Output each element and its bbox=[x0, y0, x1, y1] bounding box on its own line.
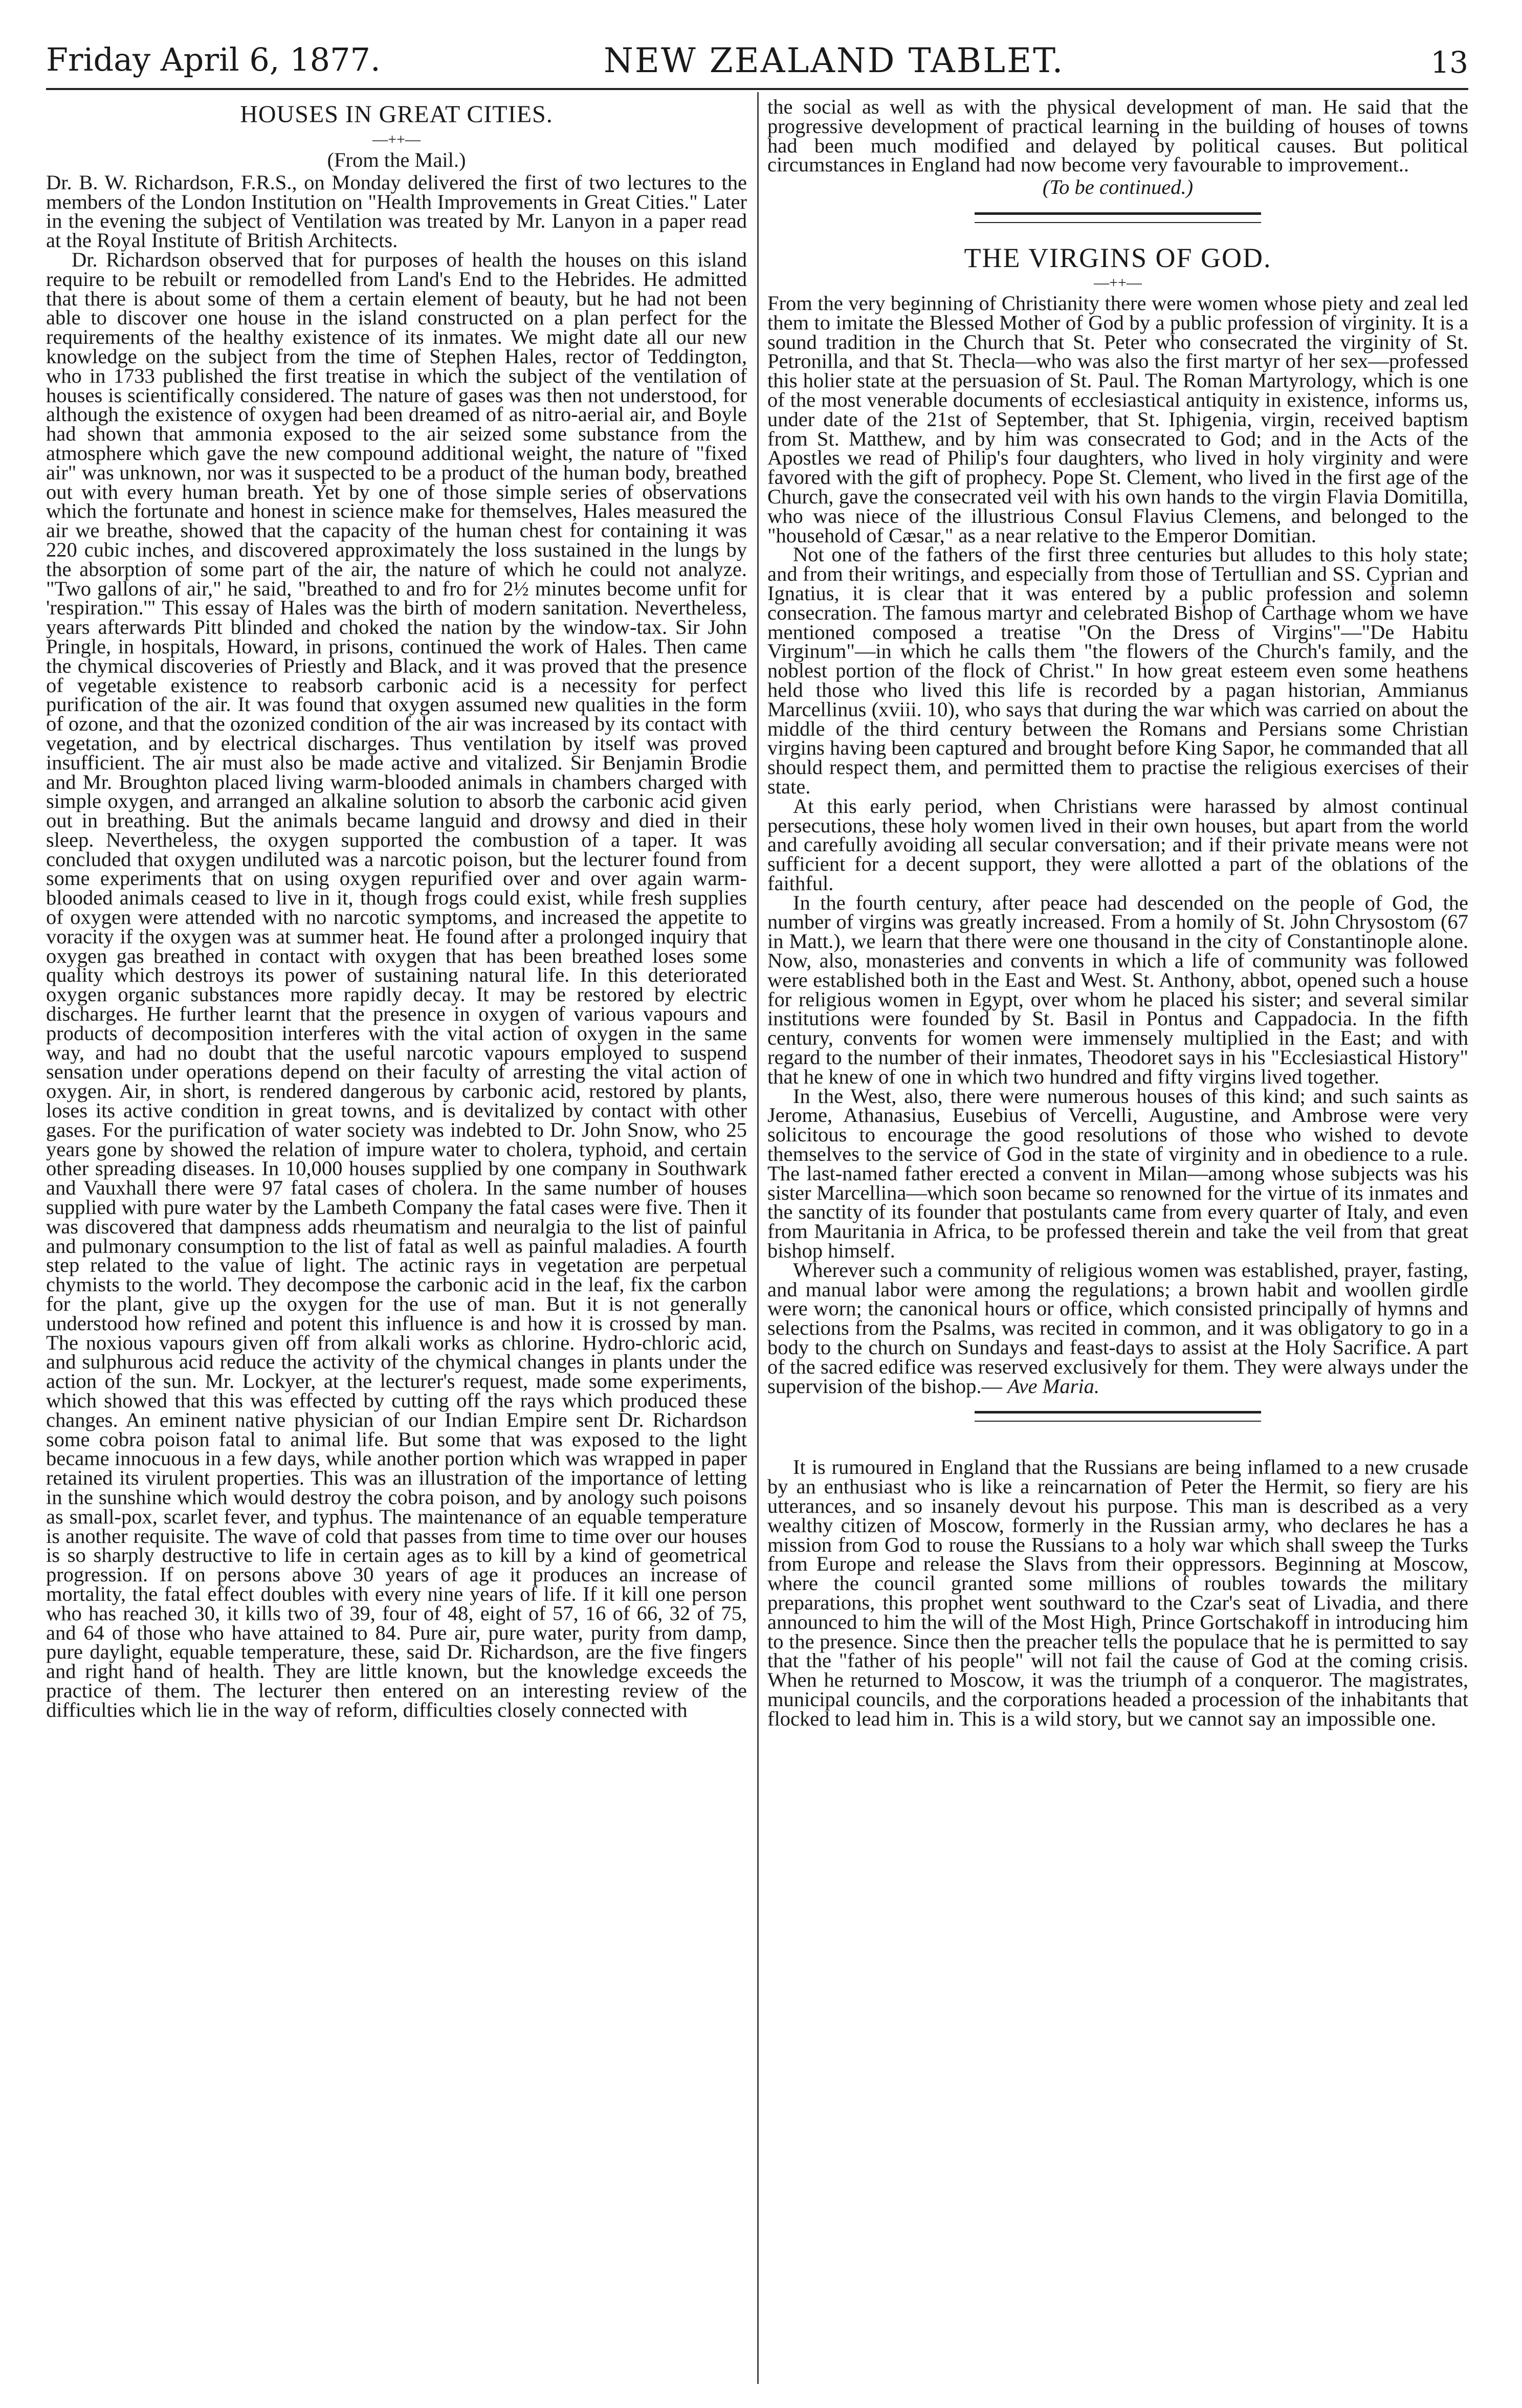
to-be-continued: (To be continued.) bbox=[1042, 175, 1194, 199]
headline-ornament: —++— bbox=[1094, 274, 1142, 291]
column-divider bbox=[757, 92, 759, 2384]
headline-ornament: —++— bbox=[372, 131, 421, 148]
article-source: (From the Mail.) bbox=[327, 148, 466, 171]
paragraph-text: Wherever such a community of religious women was established, prayer, fasting, and manual labor were among the regulations; a brown habit and woollen girdle were worn; the canonical hours or office, which consisted principally of hymns and selections from the Psalms, was recited in common, and it was obligatory to go in a body to the church on Sundays and feast-days to assist at the Holy Sacrifice. A part of the sacred edifice was reserved exclusively for them. They were always under the supervision of the bishop.— bbox=[767, 1258, 1468, 1398]
article-paragraph bbox=[767, 1258, 1468, 1398]
masthead bbox=[46, 31, 1468, 92]
section-rule bbox=[975, 1411, 1261, 1422]
article-paragraph: Dr. Richardson observed that for purposes of health the houses on this island require to be rebuilt or remodelled from Land's End to the Hebrides. He admitted that there is about some of them a certain element of beauty, but he had not been able to discover one house in the island constructed on a plan perfect for the requirements of the healthy existence of its inmates. We might date all our new knowledge on the subject from the time of Stephen Hales, rector of Teddington, who in 1733 published the first treatise in which the subject of the ventilation of houses is scientifically considered. The nature of gases was then not understood, for although the existence of oxygen had been dreamed of as nitro-aerial air, and Boyle had shown that ammonia exposed to the air seized some substance from the atmosphere which gave the new compound additional weight, the nature of "fixed air" was unknown, nor was it suspected to be a product of the human body, breathed out with every human breath. Yet by one of those simple series of observations which the fortunate and honest in science make for themselves, Hales measured the air we breathe, showed that the capacity of the human chest for containing it was 220 cubic inches, and discovered approximately the loss sustained in the lungs by the absorption of some part of the air, the nature of which he could not analyze. "Two gallons of air," he said, "breathed to and fro for 2½ minutes become unfit for 'respiration.'" This essay of Hales was the birth of modern sanitation. Nevertheless, years afterwards Pitt blinded and choked the nation by the window-tax. Sir John Pringle, in hospitals, Howard, in prisons, continued the work of Hales. Then came the chymical discoveries of Priestly and Black, and it was proved that the presence of vegetable existence to reabsorb carbonic acid is a necessity for perfect purification of the air. It was found that oxygen assumed new qualities in the form of ozone, and that the ozonized condition of the air was increased by its contact with vegetation, and by electrical discharges. Thus ventilation by itself was proved insufficient. The air must also be made active and vitalized. Sir Benjamin Brodie and Mr. Broughton placed living warm-blooded animals in chambers charged with simple oxygen, and arranged an alkaline solution to absorb the carbonic acid given out in breathing. But the animals became languid and drowsy and died in their sleep. Nevertheless, the oxygen supported the combustion of a taper. It was concluded that oxygen undiluted was a narcotic poison, but the lecturer found from some experiments that on using oxygen repurified over and over again warm-blooded animals ceased to live in it, though frogs could exist, while fresh supplies of oxygen were attended with no narcotic symptoms, and increased the appetite to voracity if the oxygen was at summer heat. He found after a prolonged inquiry that oxygen gas breathed in contact with oxygen that has been breathed loses some quality which destroys its power of sustaining natural life. In this deteriorated oxygen organic substances more rapidly decay. It may be restored by electric discharges. He further learnt that the presence in oxygen of various vapours and products of decomposition interferes with the vital action of oxygen in the same way, and had no doubt that the useful narcotic vapours employed to suspend sensation under operations depend on their faculty of arresting the vital action of oxygen. Air, in short, is rendered dangerous by carbonic acid, restored by plants, loses its active condition in great towns, and is devitalized by contact with other gases. For the purification of water society was indebted to Dr. John Snow, who 25 years gone by showed the relation of impure water to cholera, typhoid, and certain other spreading diseases. In 10,000 houses supplied by one company in Southwark and Vauxhall there were 97 fatal cases of cholera. In the same number of houses supplied with pure water by the Lambeth Company the fatal cases were five. Then it was discovered that dampness adds rheumatism and neuralgia to the list of painful and pulmonary consumption to the list of fatal as well as painful maladies. A fourth step related to the value of light. The actinic rays in vegetation are perpetual chymists to the world. They decompose the carbonic acid in the leaf, fix the carbon for the plant, give up the oxygen for the use of man. But it is not generally understood how refined and potent this influence is and how it is crossed by man. The noxious vapours given off from alkali works as chlorine. Hydro-chloric acid, and sulphurous acid reduce the activity of the chymical changes in plants under the action of the sun. Mr. Lockyer, at the lecturer's request, made some experiments, which showed that this was effected by cutting off the rays which produced these changes. An eminent native physician of our Indian Empire sent Dr. Richardson some cobra poison fatal to animal life. But some that was exposed to the light became innocuous in a few days, while another portion which was wrapped in paper retained its virulent properties. This was an illustration of the importance of letting in the sunshine which would destroy the cobra poison, and by anology such poisons as small-pox, scarlet fever, and typhus. The maintenance of an equable temperature is another requisite. The wave of cold that passes from time to time over our houses is so sharply destructive to life in certain ages as to kill by a kind of geometrical progression. If on persons above 30 years of age it produces an increase of mortality, the fatal effect doubles with every nine years of life. If it kill one person who has reached 30, it kills two of 39, four of 48, eight of 57, 16 of 66, 32 of 75, and 64 of those who have attained to 84. Pure air, pure water, purity from damp, pure daylight, equable temperature, these, said Dr. Richardson, are the five fingers and right hand of health. They are little known, but the knowledge exceeds the practice of them. The lecturer then entered on an interesting review of the difficulties which lie in the way of reform, difficulties closely connected with bbox=[46, 248, 747, 1721]
page-number: 13 bbox=[1430, 45, 1468, 80]
article-paragraph: It is rumoured in England that the Russians are being inflamed to a new crusade by an enthusiast who is like a reincarnation of Peter the Hermit, so fiery are his utterances, and so insanely devout his purpose. This man is described as a very wealthy citizen of Moscow, formerly in the Russian army, who declares he has a mission from God to rouse the Russians to a holy war which shall sweep the Turks from Europe and release the Slavs from their oppressors. Beginning at Moscow, where the council granted some millions of roubles towards the military preparations, this prophet went southward to the Czar's seat of Livadia, and there announced to him the will of the Most High, Prince Gortschakoff in introducing him to the presence. Since then the preacher tells the populace that he is permitted to say that the "father of his people" will not fail the cause of God at the coming crisis. When he returned to Moscow, it was the triumph of a conqueror. The magistrates, municipal councils, and the corporations headed a procession of the inhabitants that flocked to lead him in. This is a wild story, but we cannot say an impossible one. bbox=[767, 1455, 1468, 1730]
article-paragraph: In the West, also, there were numerous houses of this kind; and such saints as Jerome, Athanasius, Eusebius of Vercelli, Augustine, and Ambrose were very solicitous to encourage the good resolutions of those who wished to devote themselves to the service of God in the state of virginity and in obedience to a rule. The last-named father erected a convent in Milan—among whose subjects was his sister Marcellina—which soon became so renowned for the virtue of its inmates and the sanctity of its founder that postulants came from every quarter of Italy, and even from Mauritania in Africa, to be professed therein and take the veil from that great bishop himself. bbox=[767, 1084, 1468, 1263]
article-headline-houses: HOUSES IN GREAT CITIES. bbox=[240, 101, 553, 128]
article-headline-virgins: THE VIRGINS OF GOD. bbox=[964, 242, 1272, 273]
section-rule bbox=[975, 212, 1261, 223]
right-column bbox=[767, 97, 1468, 2394]
article-paragraph: From the very beginning of Christianity there were women whose piety and zeal led them to imitate the Blessed Mother of God by a public profession of virginity. It is a sound tradition in the Church that St. Peter who consecrated the virginity of St. Petronilla, and that St. Thecla—who was also the first martyr of her sex—professed this holier state at the persuasion of St. Paul. The Roman Martyrology, which is one of the most venerable documents of ecclesiastical antiquity in existence, informs us, under date of the 21st of September, that St. Iphigenia, virgin, received baptism from St. Matthew, and by him was consecrated to God; and in the Acts of the Apostles we read of Philip's four daughters, who lived in holy virginity and were favored with the gift of prophecy. Pope St. Clement, who lived in the first age of the Church, gave the consecrated veil with his own hands to the virgin Flavia Domitilla, who was niece of the illustrious Consul Flavius Clemens, and belonged to the "household of Cæsar," as a near relative to the Emperor Domitian. bbox=[767, 291, 1468, 547]
article-paragraph: In the fourth century, after peace had descended on the people of God, the number of virgins was greatly increased. From a homily of St. John Chrysostom (67 in Matt.), we learn that there were one thousand in the city of Constantinople alone. Now, also, monasteries and convents in which a life of community was followed were established both in the East and West. St. Anthony, abbot, opened such a house for religious women in Egypt, over whom he placed his sister; and several similar institutions were founded by St. Basil in Pontus and Cappadocia. In the fifth century, convents for women were immensely multiplied in the East; and with regard to the number of their inmates, Theodoret says in his "Ecclesiastical History" that he knew of one in which two hundred and fifty virgins lived together. bbox=[767, 891, 1468, 1088]
article-paragraph-continued: the social as well as with the physical development of man. He said that the progressive development of practical learning in the building of houses of towns had been much modified and delayed by political causes. But political circumstances in England had now become very favourable to improvement.. bbox=[767, 97, 1468, 176]
article-paragraph: At this early period, when Christians were harassed by almost continual persecutions, these holy women lived in their own houses, but apart from the world and carefully avoiding all secular conversation; and if their private means were not sufficient for a decent support, they were allotted a part of the oblations of the faithful. bbox=[767, 794, 1468, 895]
article-paragraph: Not one of the fathers of the first three centuries but alludes to this holy state; and from their writings, and especially from those of Tertullian and SS. Cyprian and Ignatius, it is clear that it was entered by a public profession and solemn consecration. The famous martyr and celebrated Bishop of Carthage whom we have mentioned composed a treatise "On the Dress of Virgins"—"De Habitu Virginum"—in which he calls them "the flowers of the Church's family, and the noblest portion of the flock of Christ." In how great esteem even some heathens held those who lived this life is recorded by a pagan historian, Ammianus Marcellinus (xviii. 10), who says that during the war which was carried on about the middle of the third century between the Romans and Persians some Christian virgins having been captured and brought before King Sapor, he commanded that all should respect them, and permitted them to practise the religious exercises of their state. bbox=[767, 543, 1468, 798]
left-column bbox=[46, 97, 747, 2394]
issue-date: Friday April 6, 1877. bbox=[46, 41, 381, 78]
masthead-rule bbox=[46, 88, 1468, 90]
spacer bbox=[767, 1437, 1468, 1457]
article-signature: Ave Maria. bbox=[1007, 1374, 1100, 1398]
article-paragraph: Dr. B. W. Richardson, F.R.S., on Monday delivered the first of two lectures to the members of the London Institution on "Health Improvements in Great Cities." Later in the evening the subject of Ventilation was treated by Mr. Lanyon in a paper read at the Royal Institute of British Architects. bbox=[46, 170, 747, 252]
newspaper-title: NEW ZEALAND TABLET. bbox=[604, 41, 1065, 80]
